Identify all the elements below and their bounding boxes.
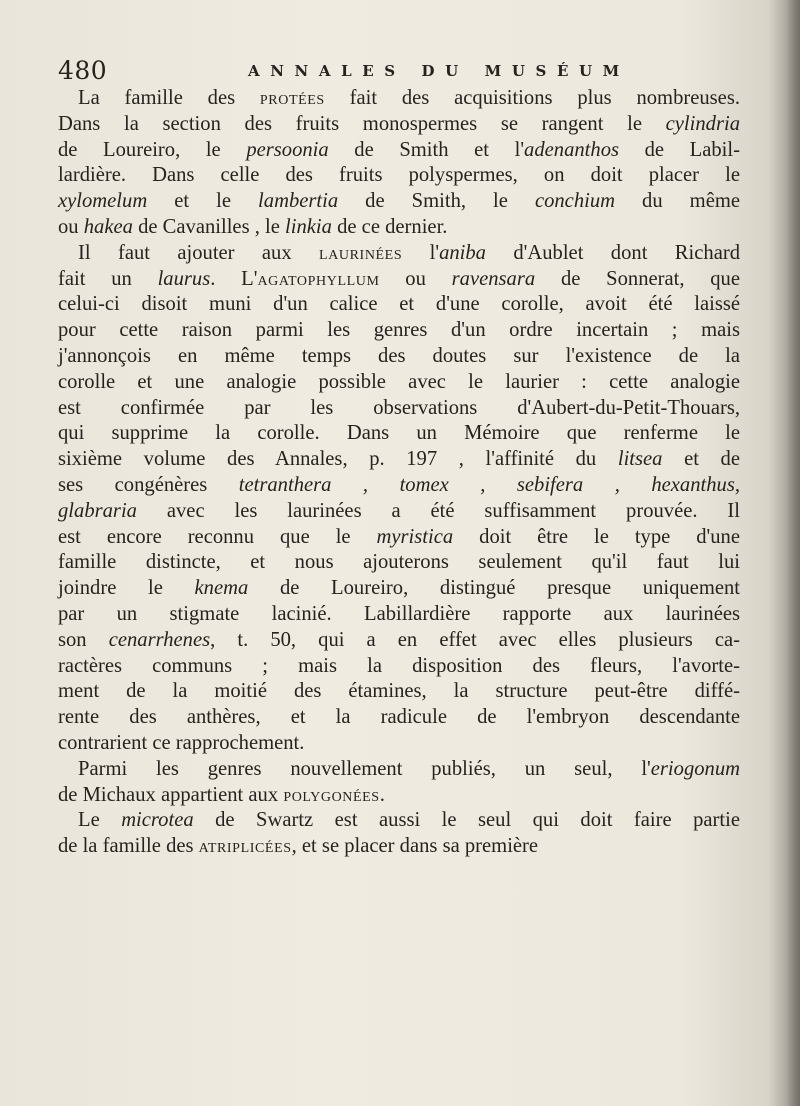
- text-run: fait un: [58, 267, 158, 290]
- text-run: fait des acquisitions plus nombreuses.: [324, 87, 740, 109]
- small-caps-run: LAURINÉES: [319, 247, 403, 263]
- italic-run: eriogonum: [650, 757, 740, 780]
- text-line: [58, 370, 740, 396]
- text-run: contrarient ce rapprochement.: [58, 731, 305, 754]
- text-run: d'Aublet dont Richard: [485, 241, 740, 264]
- text-line: [58, 757, 740, 783]
- text-run: de Cavanilles , le: [132, 215, 286, 238]
- body-text: [58, 86, 740, 860]
- text-line: [58, 808, 740, 834]
- text-run: de ce dernier.: [331, 215, 448, 238]
- text-run: de Smith, le: [338, 190, 535, 213]
- text-line: [58, 189, 740, 215]
- italic-run: laurus: [157, 267, 211, 290]
- text-run: Parmi les genres nouvellement publiés, un seul, l': [78, 757, 651, 780]
- text-line: [58, 86, 740, 112]
- text-run: rente des anthères, et la radicule de l'embryon descendante: [58, 706, 740, 729]
- text-run: .: [379, 783, 385, 806]
- text-line: [58, 628, 740, 654]
- text-line: [58, 602, 740, 628]
- text-run: sixième volume des Annales, p. 197 , l'affinité du: [58, 448, 618, 471]
- text-line: [58, 163, 740, 189]
- text-run: celui-ci disoit muni d'un calice et d'une corolle, avoit été laissé: [58, 293, 740, 316]
- text-run: Dans la section des fruits monospermes se rangent le: [58, 112, 666, 135]
- text-run: lardière. Dans celle des fruits polyspermes, on doit placer le: [58, 164, 740, 187]
- text-run: et de: [662, 448, 740, 471]
- text-line: [58, 447, 740, 473]
- text-run: qui supprime la corolle. Dans un Mémoire que renferme le: [58, 422, 740, 445]
- italic-run: litsea: [617, 448, 663, 471]
- italic-run: myristica: [376, 525, 454, 548]
- text-run: ou: [58, 215, 84, 238]
- paragraph: [58, 86, 740, 241]
- paragraph: [58, 241, 740, 757]
- text-run: ses congénères: [58, 473, 239, 496]
- text-run: Il faut ajouter aux: [78, 241, 320, 264]
- paragraph: [58, 808, 740, 860]
- small-caps-run: PROTÉES: [259, 93, 325, 108]
- text-run: . L': [210, 267, 258, 290]
- text-line: [58, 525, 740, 551]
- text-run: doit être le type d'une: [453, 525, 740, 548]
- text-line: [58, 396, 740, 422]
- running-head: ANNALES DU MUSÉUM: [248, 62, 630, 80]
- text-line: [58, 550, 740, 576]
- text-line: [58, 292, 740, 318]
- text-run: de Sonnerat, que: [535, 267, 740, 290]
- paragraph: [58, 757, 740, 809]
- text-line: [58, 112, 740, 138]
- text-line: [58, 473, 740, 499]
- text-line: [58, 241, 740, 267]
- text-run: de Michaux appartient aux: [58, 783, 284, 806]
- page-header: [58, 56, 748, 86]
- italic-run: glabraria: [58, 499, 137, 522]
- text-run: ment de la moitié des étamines, la structure peut-être diffé-: [58, 680, 740, 703]
- text-run: est encore reconnu que le: [58, 525, 377, 548]
- italic-run: tetranthera , tomex , sebifera , hexanthus: [238, 473, 735, 496]
- text-run: famille distincte, et nous ajouterons seulement qu'il faut lui: [58, 551, 740, 574]
- text-line: [58, 834, 740, 860]
- text-run: du même: [615, 190, 740, 213]
- text-run: l': [402, 241, 440, 264]
- italic-run: hakea: [83, 215, 133, 238]
- text-run: La famille des: [78, 87, 260, 109]
- text-line: [58, 344, 740, 370]
- text-line: [58, 679, 740, 705]
- text-line: [58, 215, 740, 241]
- italic-run: persoonia: [246, 138, 329, 161]
- page-number: 480: [58, 56, 108, 85]
- italic-run: linkia: [285, 215, 332, 238]
- italic-run: ravensara: [451, 267, 536, 290]
- italic-run: cenarrhenes: [108, 628, 211, 651]
- text-line: [58, 576, 740, 602]
- text-run: ,: [734, 473, 740, 496]
- text-run: , t. 50, qui a en effet avec elles plusieurs ca-: [210, 628, 740, 651]
- text-line: [58, 138, 740, 164]
- text-line: [58, 421, 740, 447]
- text-line: [58, 499, 740, 525]
- text-run: de Labil-: [619, 138, 740, 161]
- text-run: de Smith et l': [328, 138, 525, 161]
- italic-run: lambertia: [258, 190, 339, 213]
- text-run: Le: [78, 809, 122, 832]
- text-run: ou: [379, 267, 452, 290]
- text-run: de la famille des: [58, 835, 199, 858]
- italic-run: conchium: [534, 190, 616, 213]
- text-line: [58, 654, 740, 680]
- italic-run: adenanthos: [524, 138, 620, 161]
- italic-run: knema: [194, 577, 249, 600]
- small-caps-run: ATRIPLICÉES: [198, 841, 292, 857]
- text-run: par un stigmate lacinié. Labillardière rapporte aux laurinées: [58, 602, 740, 625]
- text-run: joindre le: [58, 577, 195, 600]
- text-line: [58, 783, 740, 809]
- small-caps-run: POLYGONÉES: [283, 789, 380, 805]
- text-line: [58, 705, 740, 731]
- text-run: pour cette raison parmi les genres d'un ordre incertain ; mais: [58, 319, 740, 342]
- text-line: [58, 318, 740, 344]
- text-line: [58, 731, 740, 757]
- text-run: de Loureiro, distingué presque uniquement: [248, 577, 741, 600]
- text-line: [58, 267, 740, 293]
- italic-run: microtea: [121, 809, 194, 832]
- text-run: ractères communs ; mais la disposition des fleurs, l'avorte-: [58, 654, 740, 677]
- text-run: avec les laurinées a été suffisamment prouvée. Il: [136, 499, 740, 522]
- text-run: et le: [147, 190, 259, 213]
- text-run: , et se placer dans sa première: [291, 835, 539, 858]
- text-run: est confirmée par les observations d'Aubert-du-Petit-Thouars,: [58, 396, 740, 419]
- text-run: corolle et une analogie possible avec le laurier : cette analogie: [58, 370, 740, 393]
- text-run: j'annonçois en même temps des doutes sur l'existence de la: [58, 344, 740, 367]
- italic-run: aniba: [439, 241, 486, 264]
- page-edge-shadow: [786, 0, 800, 1106]
- text-run: de Loureiro, le: [58, 138, 247, 161]
- text-run: son: [58, 628, 109, 651]
- italic-run: cylindria: [665, 112, 740, 135]
- italic-run: xylomelum: [58, 190, 148, 213]
- small-caps-run: AGATOPHYLLUM: [257, 273, 380, 289]
- text-run: de Swartz est aussi le seul qui doit faire partie: [193, 809, 740, 832]
